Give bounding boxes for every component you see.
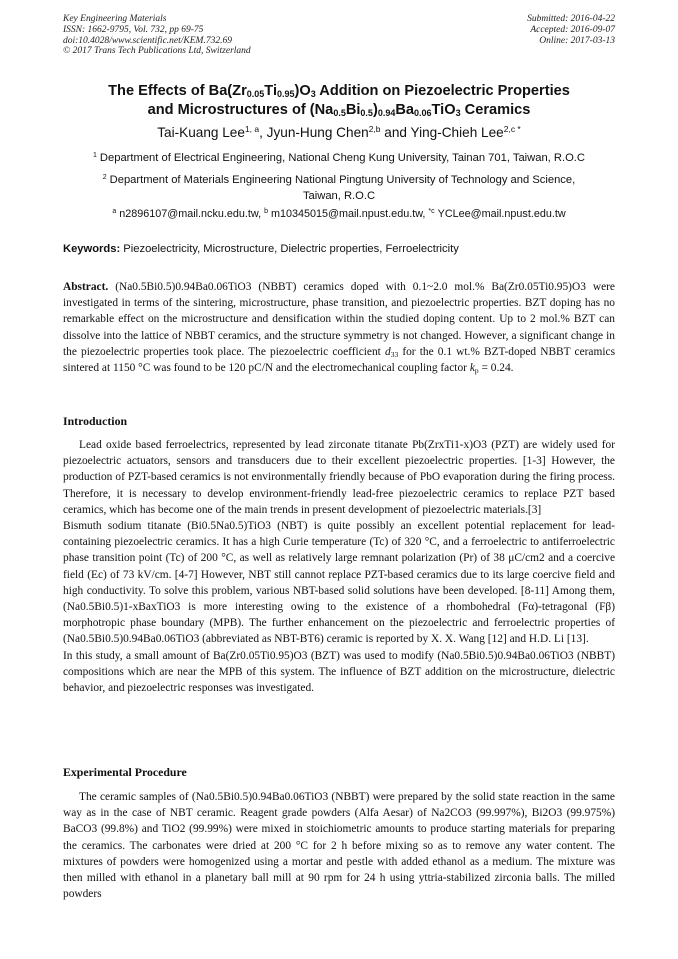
email-b[interactable]: m10345015@mail.npust.edu.tw, (270, 208, 426, 220)
affiliation-1: $^1$ Department of Electrical Engineering, National Cheng Kung University, Tainan 701, Taiwan, R.O.C (93, 152, 585, 164)
affiliation-2: $^2$ Department of Materials Engineering National Pingtung University of Technology and Science, Taiwan, R.O.C (102, 174, 576, 202)
author-emails: $^a$ n2896107@mail.ncku.edu.tw, $^b$ m10345015@mail.npust.edu.tw, $^{*c}$ YCLee@mail.npust.edu.tw (112, 208, 566, 220)
experimental-heading: Experimental Procedure (63, 765, 187, 779)
keywords-text: Piezoelectricity, Microstructure, Dielectric properties, Ferroelectricity (120, 243, 459, 255)
keywords (63, 243, 618, 255)
email-a[interactable]: n2896107@mail.ncku.edu.tw, (119, 208, 262, 220)
intro-paragraph-1: Lead oxide based ferroelectrics, represented by lead zirconate titanate Pb(ZrxTi1-x)O3 (PZT) are widely used for piezoelectric actuators, sensors and transducers due to their excellent piezoelectric properties. [1-3] However, the production of PZT-based ceramics is not environmentally friendly because of PbO evaporation during the firing process. Therefore, it is necessary to develop environment-friendly lead-free piezoelectric ceramics to replace PZT based ceramics, which has become one of the main trends in present development of piezoelectric materials.[3] (63, 439, 615, 516)
journal-issn: ISSN: 1662-9795, Vol. 732, pp 69-75 (63, 24, 204, 35)
paper-title (40, 82, 638, 120)
author-list: Tai-Kuang Lee$^{1, a}$, Jyun-Hung Chen$^{2,b}$ and Ying-Chieh Lee$^{2,c *}$ (157, 124, 521, 140)
title-line-2: and Microstructures of $(Na_{0.5}Bi_{0.5})_{0.94}Ba_{0.06}TiO_3$ Ceramics (147, 102, 531, 118)
keywords-label: Keywords: (63, 243, 121, 255)
journal-doi: doi:10.4028/www.scientific.net/KEM.732.69 (63, 35, 232, 46)
journal-header (63, 14, 251, 57)
introduction-heading: Introduction (63, 414, 128, 428)
experimental-body (63, 789, 615, 902)
journal-copyright: © 2017 Trans Tech Publications Ltd, Switzerland (63, 46, 251, 57)
intro-paragraph-3: In this study, a small amount of Ba(Zr0.05Ti0.95)O3 (BZT) was used to modify (Na0.5Bi0.5)0.94Ba0.06TiO3 (NBBT) compositions which are near the MPB of this system. The influence of BZT addition on the microstructure, dielectric behavior, and piezoelectric responses was investigated. (63, 649, 615, 695)
experimental-paragraph-1: The ceramic samples of (Na0.5Bi0.5)0.94Ba0.06TiO3 (NBBT) were prepared by the solid state reaction in the same way as in the case of NBT ceramic. Reagent grade powders (Alfa Aesar) of Na2CO3 (99.997%), Bi2O3 (99.975%) BaCO3 (99.8%) and TiO2 (99.99%) were mixed in stoichiometric amounts to produce starting materials for preparing the ceramics. The carbonates were dried at 200 °C for 2 h before mixing so as to remove any water content. The mixtures of powders were homogenized using a mortar and pestle with added ethanol as a medium. The mixture was then milled with ethanol in a planetary ball mill at 90 rpm for 24 h using yttria-stabilized zirconia balls. The milled powders (63, 791, 615, 901)
author-3: Ying-Chieh Lee (410, 125, 504, 140)
abstract: Abstract. (Na0.5Bi0.5)0.94Ba0.06TiO3 (NBBT) ceramics doped with 0.1~2.0 mol.% Ba(Zr0.05Ti0.95)O3 were investigated in terms of the sintering, microstructure, phase transition, and piezoelectric properties. BZT doping has no remarkable effect on the microstructure and densification within the studied doping content. Up to 2 mol.% BZT can dissolve into the lattice of NBBT ceramics, and the structure symmetry is not changed. However, a significant change in the piezoelectric properties took place. The piezoelectric coefficient $d_{33}$ for the 0.1 wt.% BZT-doped NBBT ceramics sintered at 1150 °C was found to be 120 pC/N and the electromechanical coupling factor $k_p = 0.24$. (63, 281, 616, 376)
author-1: Tai-Kuang Lee (157, 125, 245, 140)
abstract-label: Abstract. (63, 281, 109, 293)
email-c[interactable]: YCLee@mail.npust.edu.tw (437, 208, 566, 220)
online-date: Online: 2017-03-13 (539, 35, 615, 46)
dates-header (527, 14, 615, 46)
author-2: Jyun-Hung Chen (266, 125, 369, 140)
introduction-body (63, 437, 615, 696)
journal-name: Key Engineering Materials (63, 14, 167, 24)
accepted-date: Accepted: 2016-09-07 (530, 24, 615, 35)
submitted-date: Submitted: 2016-04-22 (527, 14, 615, 24)
intro-paragraph-2: Bismuth sodium titanate (Bi0.5Na0.5)TiO3 (NBT) is quite possibly an excellent potential replacement for lead-containing piezoelectric ceramics. It has a high Curie temperature (Tc) of 320 °C, and a ferroelectric to antiferroelectric phase transition point (Tc) of 200 °C, as well as relatively large remnant polarization (Pr) of 38 μC/cm2 and a coercive field (Ec) of 73 kV/cm. [4-7] However, NBT still cannot replace PZT-based ceramics due to its large coercive field and high conductivity. To solve this problem, various NBT-based solid solutions have been developed. [8-11] Among them, (Na0.5Bi0.5)1-xBaxTiO3 is more interesting owing to the existence of a rhombohedral (Fα)-tetragonal (Fβ) morphotropic phase boundary (MPB). The further enhancement on the piezoelectric and ferroelectric properties of (Na0.5Bi0.5)0.94Ba0.06TiO3 (abbreviated as NBT-BT6) ceramic is reported by X. X. Wang [12] and H.D. Li [13]. (63, 520, 615, 646)
title-line-1: The Effects of $Ba(Zr_{0.05}Ti_{0.95})O_3$ Addition on Piezoelectric Properties (108, 83, 570, 99)
